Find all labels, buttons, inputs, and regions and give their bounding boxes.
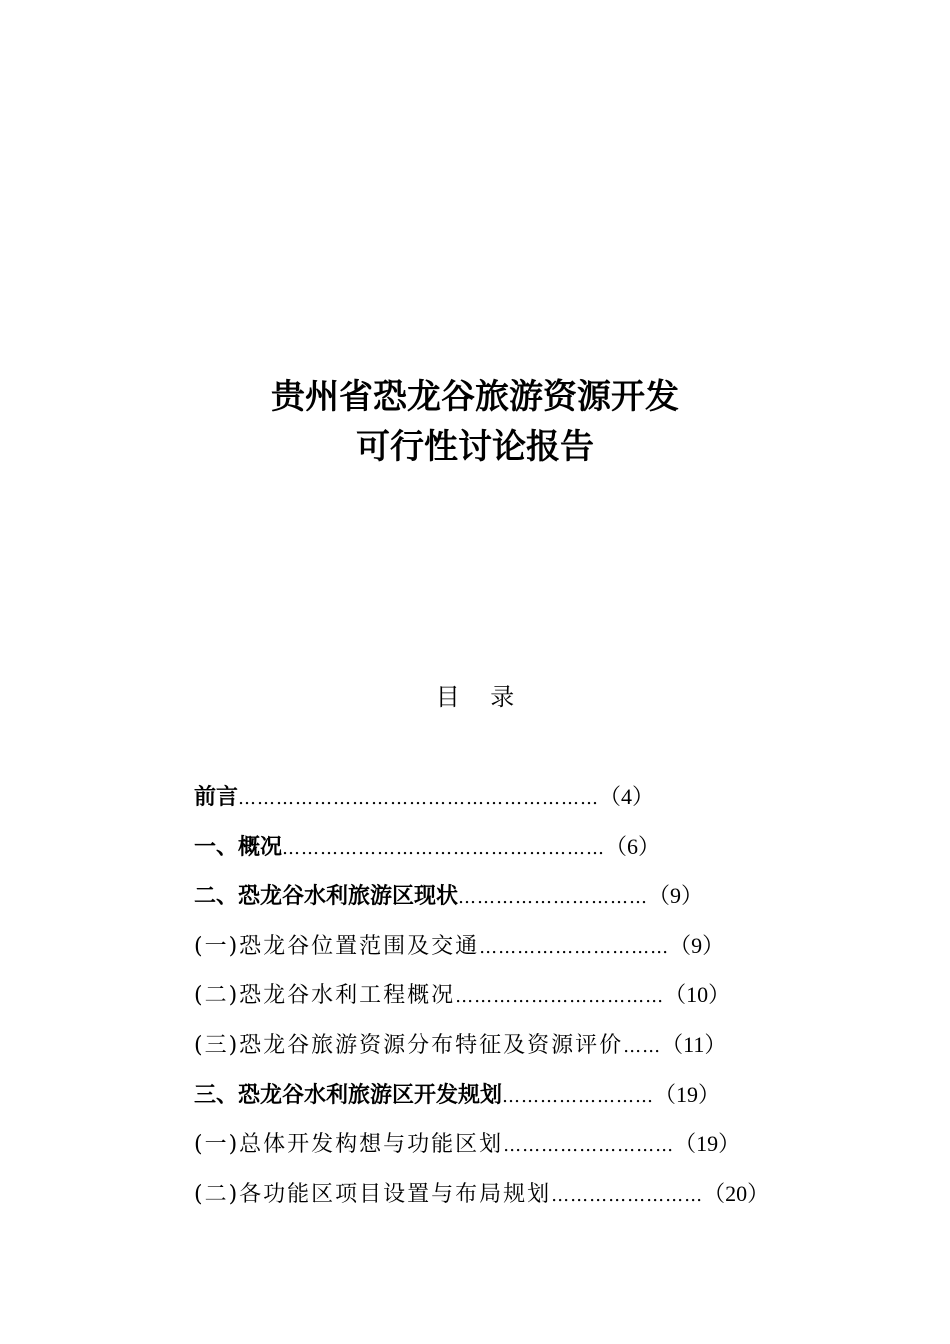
toc-entry[interactable] <box>194 1169 794 1219</box>
toc-entry-title: (二)各功能区项目设置与布局规划 <box>194 1181 552 1207</box>
report-title-line-1: 贵州省恐龙谷旅游资源开发 <box>271 377 679 417</box>
toc-entry-page: （19） <box>674 1131 741 1157</box>
toc-entry-page: （4） <box>599 784 655 809</box>
toc-entry-leader: ………………………… <box>458 887 649 909</box>
toc-entry-title: 前言 <box>194 785 239 810</box>
toc-entry-title: 三、恐龙谷水利旅游区开发规划 <box>194 1082 503 1108</box>
toc-entry-leader: …………………… <box>551 1184 704 1206</box>
toc-entry[interactable] <box>194 1020 794 1070</box>
toc-entry[interactable] <box>194 1070 794 1120</box>
toc-entry-page: （20） <box>703 1180 770 1206</box>
toc-entry-leader: …………………………… <box>455 986 665 1008</box>
toc-entry-page: （9） <box>648 883 704 909</box>
toc-entry-title: (二)恐龙谷水利工程概况 <box>194 983 456 1009</box>
toc-entry-title: 二、恐龙谷水利旅游区现状 <box>194 884 459 910</box>
toc-entry-page: （6） <box>605 833 661 859</box>
toc-entry[interactable] <box>194 822 794 872</box>
toc-entry[interactable] <box>194 970 794 1020</box>
toc-heading: 目 录 <box>435 683 515 711</box>
report-title-line-2: 可行性讨论报告 <box>356 427 594 467</box>
toc-entry-title: (三)恐龙谷旅游资源分布特征及资源评价 <box>194 1032 624 1058</box>
toc-entry-leader: ……………………… <box>503 1135 675 1157</box>
toc-entry-page: （19） <box>654 1081 721 1107</box>
toc-entry-page: （9） <box>669 932 725 958</box>
toc-entry-leader: …………………………………………… <box>282 837 606 859</box>
toc-entry-title: (一)总体开发构想与功能区划 <box>194 1132 504 1158</box>
report-title <box>0 372 950 472</box>
toc-entry-leader: …… <box>623 1035 662 1057</box>
toc-entry-leader: …………………… <box>502 1085 655 1107</box>
toc-entry-leader: ………………………………………………… <box>238 788 600 809</box>
toc-entry[interactable] <box>194 921 794 971</box>
toc-entry-page: （10） <box>664 982 731 1008</box>
toc-entry-title: (一)恐龙谷位置范围及交通 <box>194 933 480 959</box>
table-of-contents <box>194 772 794 1218</box>
toc-entry-leader: ………………………… <box>479 936 670 958</box>
toc-entry-page: （11） <box>661 1031 727 1057</box>
toc-entry[interactable] <box>194 1119 794 1169</box>
toc-entry[interactable] <box>194 772 794 822</box>
toc-entry[interactable] <box>194 871 794 921</box>
toc-entry-title: 一、概况 <box>194 834 283 860</box>
